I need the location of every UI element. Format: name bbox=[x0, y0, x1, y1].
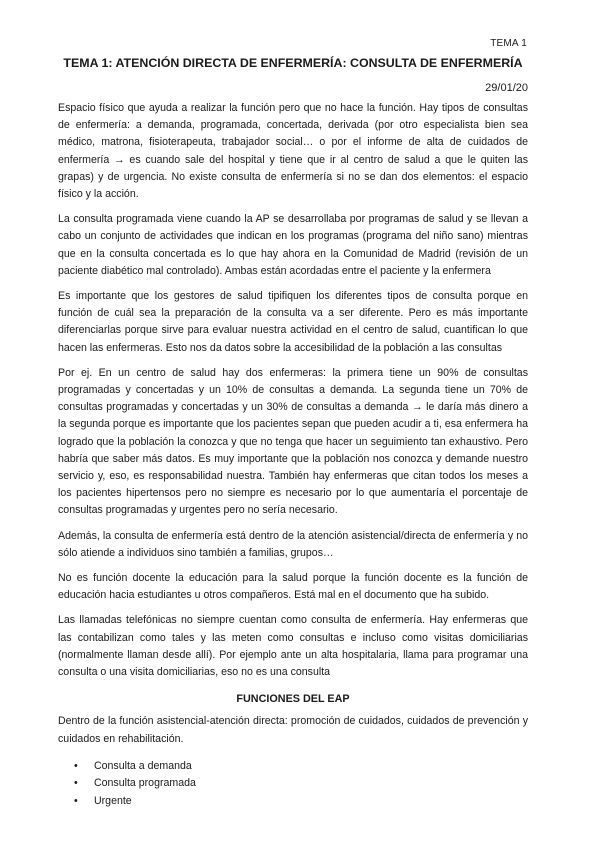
list-item-label: Consulta programada bbox=[94, 777, 196, 790]
paragraph-espacio-fisico: Espacio físico que ayuda a realizar la función pero que no hace la función. Hay tipos de consultas de enfermería: a demanda, programada, concertada, derivada (por otro especialista bien sea médico, matrona, fisioterapeuta, trabajador social… o por el informe de alta de cuidados de enfermería → es cuando sale del hospital y tiene que ir al centro de salud a que le quiten las grapas) y de urgencia. No existe consulta de enfermería si no se dan dos elementos: el espacio físico y la acción. bbox=[58, 102, 528, 201]
list-item-label: Urgente bbox=[94, 794, 132, 807]
paragraph-funcion-asistencial: Dentro de la función asistencial-atención directa: promoción de cuidados, cuidados de prevención y cuidados en rehabilitación. bbox=[58, 715, 528, 745]
paragraph-gestores: Es importante que los gestores de salud tipifiquen los diferentes tipos de consulta porque en función de cuál sea la preparación de la consulta va a ser diferente. Pero es más importante diferenciarlas porque sirve para evaluar nuestra actividad en el centro de salud, cuantifican lo que hacen las enfermeras. Esto nos da datos sobre la accesibilidad de la población a las consultas bbox=[58, 290, 528, 354]
bullet-icon: • bbox=[74, 759, 78, 772]
paragraph-ejemplo: Por ej. En un centro de salud hay dos enfermeras: la primera tiene un 90% de consultas programadas y concertadas y un 10% de consultas a demanda. La segunda tiene un 70% de consultas programadas y concertadas y un 30% de consultas a demanda → le daría más dinero a la segunda porque es importante que los pacientes sepan que pueden acudir a ti, esa enfermera ha logrado que la población la conozca y que no tenga que hacer un seguimiento tan exhaustivo. Pero habría que saber más datos. Es muy importante que la población nos conozca y demande nuestro servicio y, eso, es responsabilidad nuestra. También hay enfermeras que citan todos los meses a los pacientes hipertensos pero no siempre es necesario por lo que aumentaría el porcentaje de consultas programadas y urgentes pero no sería necesario. bbox=[58, 366, 528, 517]
list-item bbox=[74, 793, 528, 811]
paragraph-llamadas: Las llamadas telefónicas no siempre cuentan como consulta de enfermería. Hay enfermeras que las contabilizan como tales y las meten como consultas e incluso como visitas domiciliarias (normalmente llaman desde allí). Por ejemplo ante un alta hospitalaria, llama para programar una consulta o una visita domiciliarias, eso no es una consulta bbox=[58, 614, 528, 679]
document-date: 29/01/20 bbox=[485, 82, 528, 94]
header-tema-label: TEMA 1 bbox=[490, 38, 527, 49]
bullet-icon: • bbox=[74, 794, 78, 807]
list-item bbox=[74, 775, 528, 793]
list-item-label: Consulta a demanda bbox=[94, 759, 192, 772]
section-heading-funciones-eap: FUNCIONES DEL EAP bbox=[236, 693, 350, 706]
bullet-icon: • bbox=[74, 777, 78, 790]
paragraph-consulta-programada: La consulta programada viene cuando la AP se desarrollaba por programas de salud y se llevan a cabo un conjunto de actividades que indican en los programas (programa del niño sano) mientras que en la consulta concertada es lo que hay ahora en la Comunidad de Madrid (revisión de un paciente diabético mal controlado). Ambas están acordadas entre el paciente y la enfermera bbox=[58, 213, 528, 277]
paragraph-ademas: Además, la consulta de enfermería está dentro de la atención asistencial/directa de enfermería y no sólo atiende a individuos sino también a familias, grupos… bbox=[58, 529, 528, 559]
list-item bbox=[74, 758, 528, 776]
bullet-list bbox=[58, 758, 528, 811]
paragraph-funcion-docente: No es función docente la educación para la salud porque la función docente es la función de educación hacia estudiantes u otros compañeros. Está mal en el documento que ha subido. bbox=[58, 572, 528, 602]
document-title: TEMA 1: ATENCIÓN DIRECTA DE ENFERMERÍA: CONSULTA DE ENFERMERÍA bbox=[63, 56, 523, 70]
